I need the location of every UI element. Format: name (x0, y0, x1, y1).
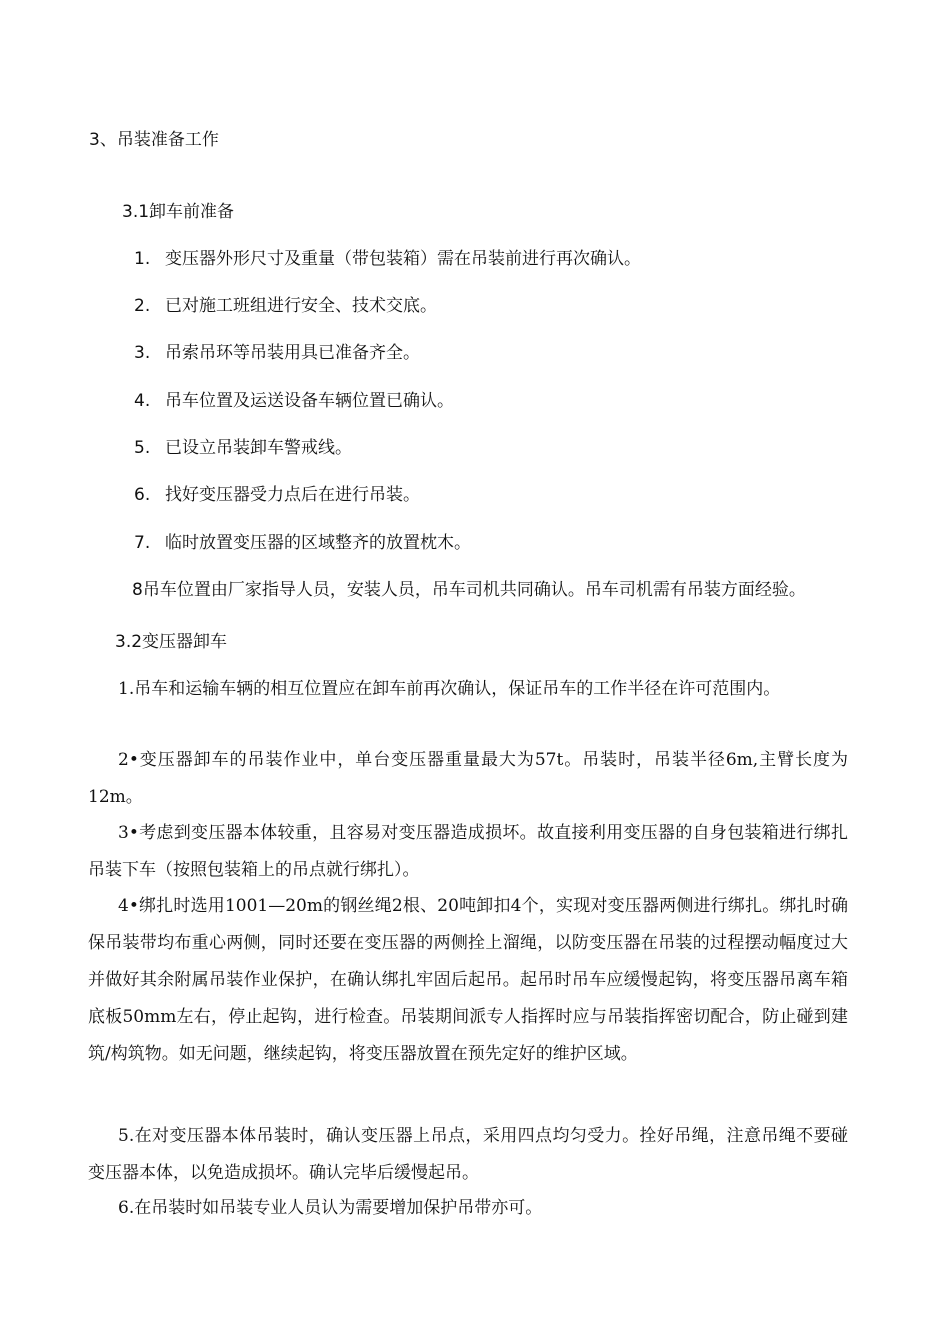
list-item-text: 临时放置变压器的区域整齐的放置枕木。 (165, 533, 471, 553)
list-item-number: 6. (134, 485, 151, 505)
list-item (134, 483, 420, 507)
list-item-number: 1. (134, 249, 151, 269)
list-item (134, 294, 437, 318)
paragraph-4: 4•绑扎时选用1001—20m的钢丝绳2根、20吨卸扣4个，实现对变压器两侧进行绑扎。绑扎时确保吊装带均布重心两侧，同时还要在变压器的两侧拴上溜绳，以防变压器在吊装的过程摆动幅度过大并做好其余附属吊装作业保护，在确认绑扎牢固后起吊。起吊时吊车应缓慢起钩，将变压器吊离车箱底板50mm左右，停止起钩，进行检查。吊装期间派专人指挥时应与吊装指挥密切配合，防止碰到建筑/构筑物。如无问题，继续起钩，将变压器放置在预先定好的维护区域。 (88, 896, 848, 1064)
list-item-number: 2. (134, 296, 151, 316)
paragraph-2: 2•变压器卸车的吊装作业中，单台变压器重量最大为57t。吊装时，吊装半径6m,主臂长度为12m。 (88, 750, 848, 807)
list-item-number: 7. (134, 533, 151, 553)
list-item-text: 变压器外形尺寸及重量（带包装箱）需在吊装前进行再次确认。 (165, 249, 641, 269)
paragraph-1: 1.吊车和运输车辆的相互位置应在卸车前再次确认，保证吊车的工作半径在许可范围内。 (118, 679, 781, 699)
list-item (134, 247, 641, 271)
list-item (134, 531, 471, 555)
list-item-number: 4. (134, 391, 151, 411)
list-item-text: 已设立吊装卸车警戒线。 (165, 438, 352, 458)
list-item-8: 8吊车位置由厂家指导人员，安装人员，吊车司机共同确认。吊车司机需有吊装方面经验。 (132, 580, 806, 600)
paragraph-5: 5.在对变压器本体吊装时，确认变压器上吊点，采用四点均匀受力。拴好吊绳，注意吊绳不要碰变压器本体，以免造成损坏。确认完毕后缓慢起吊。 (88, 1126, 848, 1183)
list-item-text: 吊车位置及运送设备车辆位置已确认。 (165, 391, 454, 411)
list-item-text: 吊索吊环等吊装用具已准备齐全。 (165, 343, 420, 363)
list-item (134, 436, 352, 460)
list-item-number: 5. (134, 438, 151, 458)
list-item-number: 3. (134, 343, 151, 363)
subsection-title-transformer-unloading: 3.2变压器卸车 (115, 632, 228, 652)
list-item-text: 找好变压器受力点后在进行吊装。 (165, 485, 420, 505)
list-item (134, 389, 454, 413)
subsection-title-unloading-prep: 3.1卸车前准备 (122, 202, 235, 222)
list-item (134, 341, 420, 365)
paragraph-6: 6.在吊装时如吊装专业人员认为需要增加保护吊带亦可。 (118, 1198, 543, 1218)
section-heading: 3、吊装准备工作 (89, 130, 219, 150)
paragraph-3: 3•考虑到变压器本体较重，且容易对变压器造成损坏。故直接利用变压器的自身包装箱进行绑扎吊装下车（按照包装箱上的吊点就行绑扎）。 (88, 823, 848, 880)
list-item-text: 已对施工班组进行安全、技术交底。 (165, 296, 437, 316)
